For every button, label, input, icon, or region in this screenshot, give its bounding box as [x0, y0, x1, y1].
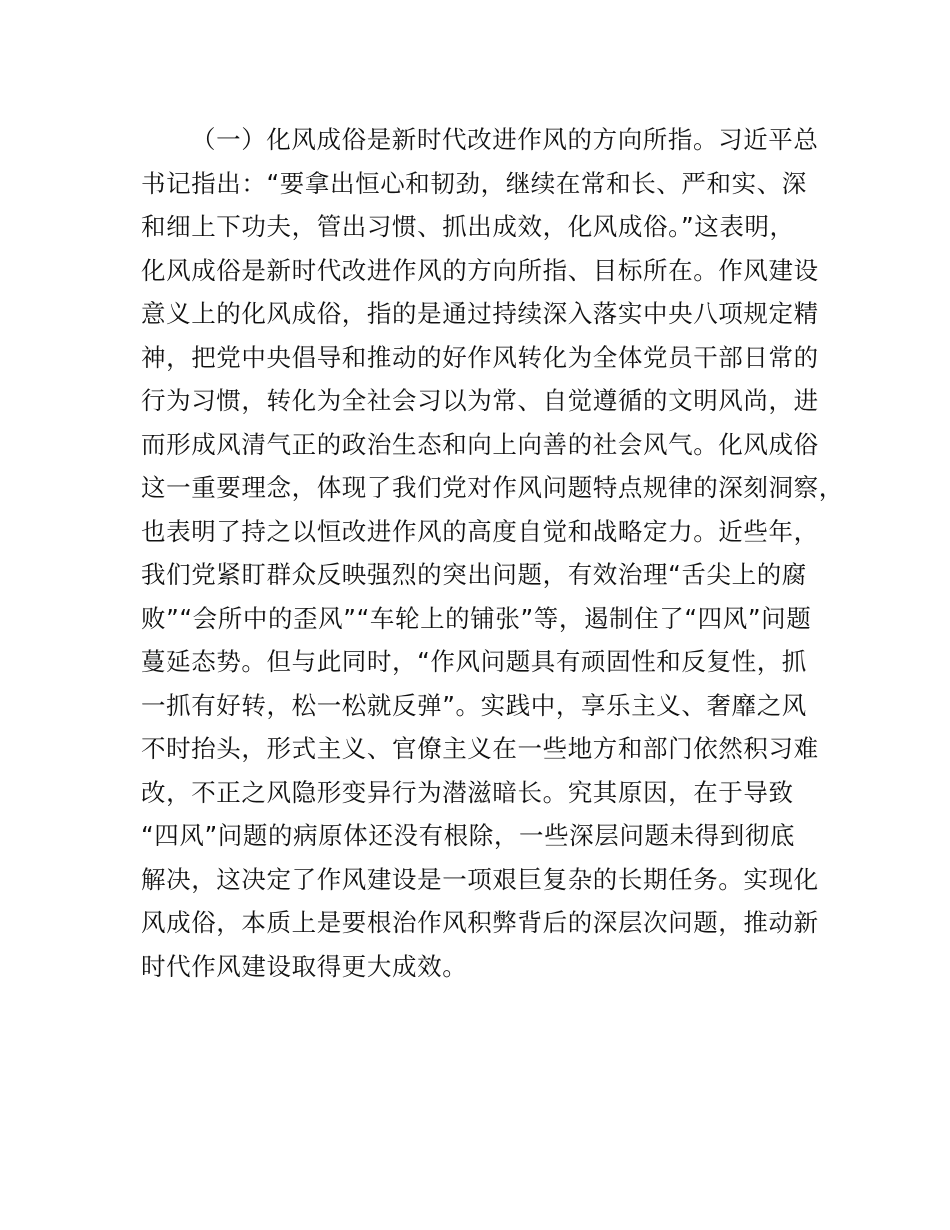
body-paragraph — [141, 118, 861, 988]
text-line: 神，把党中央倡导和推动的好作风转化为全体党员干部日常的 — [141, 342, 819, 372]
text-line: 这一重要理念，体现了我们党对作风问题特点规律的深刻洞察， — [141, 473, 844, 502]
text-line: 化风成俗是新时代改进作风的方向所指、目标所在。作风建设 — [141, 255, 819, 285]
text-line: 我们党紧盯群众反映强烈的突出问题，有效治理“舌尖上的腐 — [141, 560, 807, 589]
text-line: “四风”问题的病原体还没有根除，一些深层问题未得到彻底 — [141, 821, 796, 850]
text-line: （一）化风成俗是新时代改进作风的方向所指。习近平总 — [191, 125, 819, 154]
text-line: 时代作风建设取得更大成效。 — [141, 951, 468, 981]
text-line: 书记指出：“要拿出恒心和韧劲，继续在常和长、严和实、深 — [141, 168, 807, 198]
text-line: 改，不正之风隐形变异行为潜滋暗长。究其原因，在于导致 — [141, 777, 794, 807]
text-line: 而形成风清气正的政治生态和向上向善的社会风气。化风成俗 — [141, 429, 819, 459]
text-line: 风成俗，本质上是要根治作风积弊背后的深层次问题，推动新 — [141, 908, 819, 937]
text-line: 意义上的化风成俗，指的是通过持续深入落实中央八项规定精 — [141, 299, 819, 328]
text-line: 败”“会所中的歪风”“车轮上的铺张”等，遏制住了“四风”问题 — [141, 603, 812, 633]
text-line: 解决，这决定了作风建设是一项艰巨复杂的长期任务。实现化 — [141, 864, 819, 894]
text-line: 不时抬头，形式主义、官僚主义在一些地方和部门依然积习难 — [141, 734, 819, 763]
text-line: 蔓延态势。但与此同时，“作风问题具有顽固性和反复性，抓 — [141, 647, 807, 676]
text-line: 和细上下功夫，管出习惯、抓出成效，化风成俗。”这表明， — [141, 212, 795, 241]
text-line: 行为习惯，转化为全社会习以为常、自觉遵循的文明风尚，进 — [141, 386, 819, 415]
text-line: 一抓有好转，松一松就反弹”。实践中，享乐主义、奢靡之风 — [141, 690, 807, 720]
text-line: 也表明了持之以恒改进作风的高度自觉和战略定力。近些年， — [141, 516, 819, 546]
